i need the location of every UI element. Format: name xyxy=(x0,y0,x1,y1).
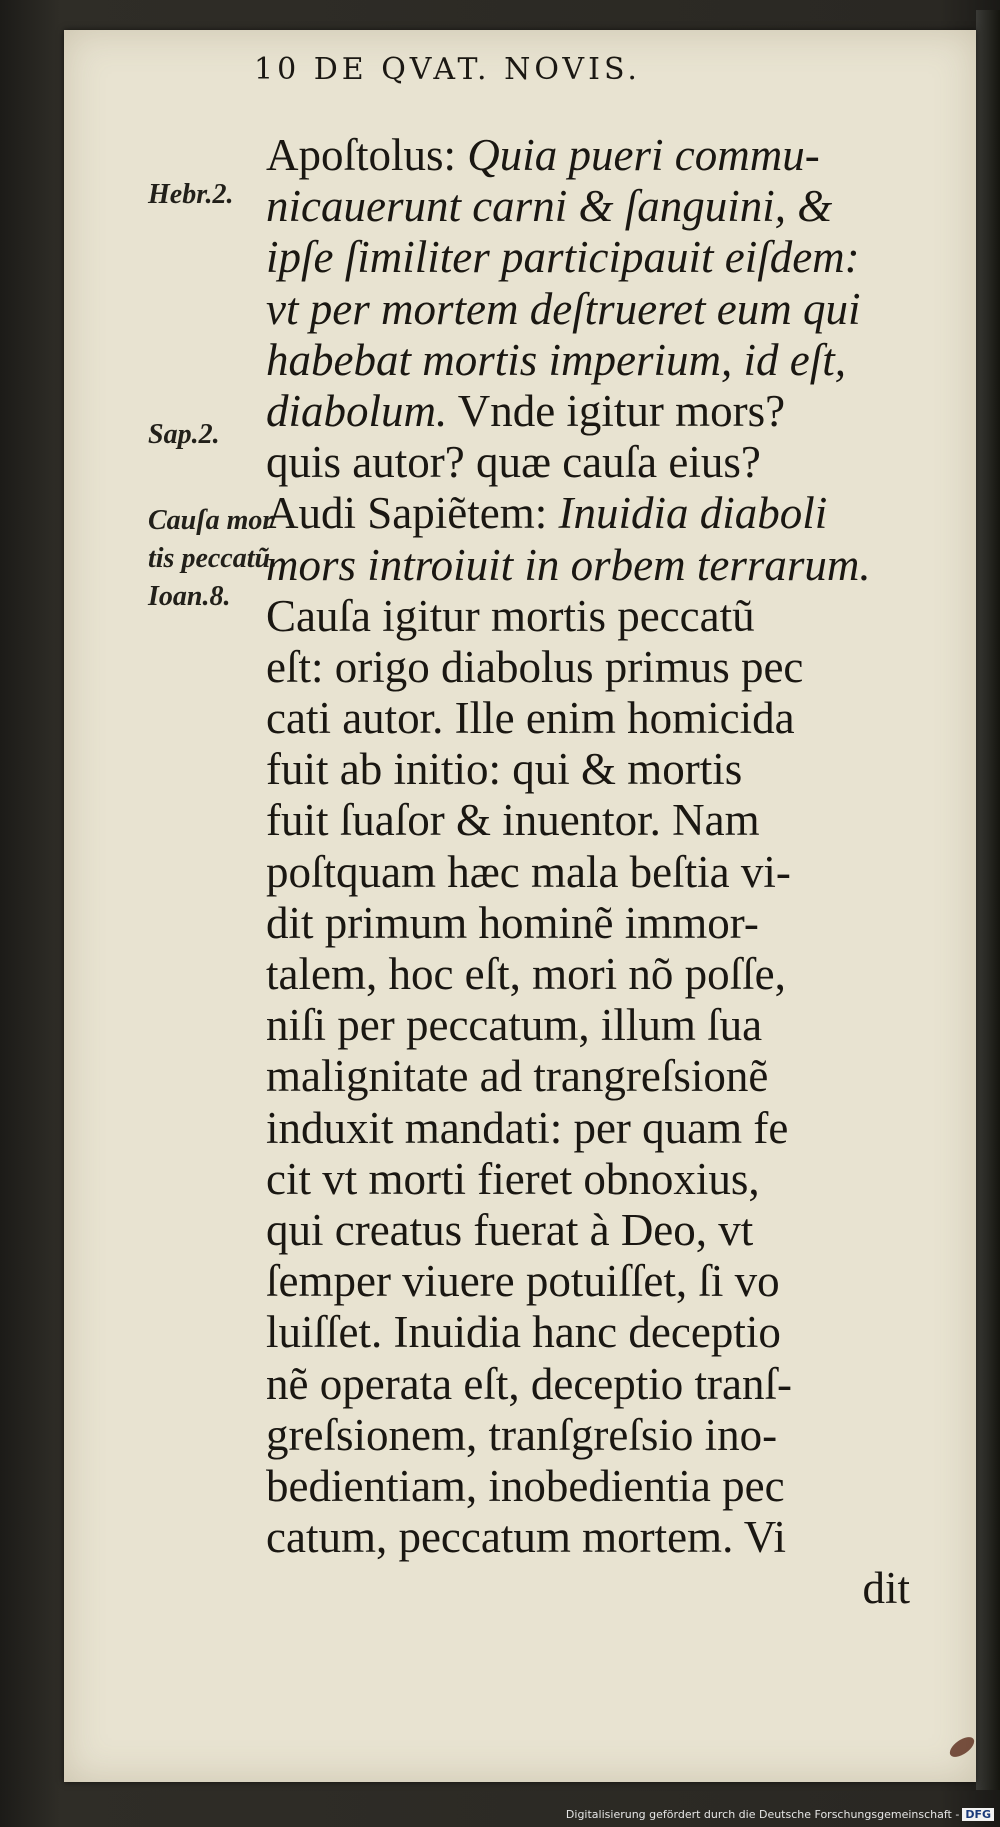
text-line: poſtquam hæc mala beſtia vi- xyxy=(266,846,791,897)
text-line: luiſſet. Inuidia hanc deceptio xyxy=(266,1307,781,1358)
text-line: qui creatus fuerat à Deo, vt xyxy=(266,1204,754,1255)
text-line: greſsionem, tranſgreſsio ino- xyxy=(266,1409,778,1460)
text-line: niſi per peccatum, illum ſua xyxy=(266,1000,763,1051)
marginal-note-causa-line1: Cauſa mor xyxy=(148,505,274,536)
book-edge xyxy=(976,10,1000,1790)
text-line: Cauſa igitur mortis peccatũ xyxy=(266,590,755,641)
text-line: nẽ operata eſt, deceptio tranſ- xyxy=(266,1358,792,1409)
text-line: mors introiuit in orbem terrarum. xyxy=(266,539,871,590)
text-line: malignitate ad trangreſsionẽ xyxy=(266,1051,769,1102)
text-line: induxit mandati: per quam fe xyxy=(266,1102,789,1153)
dfg-logo: DFG xyxy=(962,1808,994,1821)
text-line: quis autor? quæ cauſa eius? xyxy=(266,437,761,488)
text-line: diabolum. Vnde igitur mors? xyxy=(266,385,786,436)
text-line: talem, hoc eſt, mori nõ poſſe, xyxy=(266,949,786,999)
text-line: fuit ab initio: qui & mortis xyxy=(266,744,743,795)
text-line: Apoſtolus: Quia pueri commu- xyxy=(266,130,820,180)
text-line: cit vt morti fieret obnoxius, xyxy=(266,1153,760,1204)
body-text xyxy=(266,130,910,1614)
text-line: vt per mortem deſtrueret eum qui xyxy=(266,283,861,334)
marginal-note-hebr: Hebr.2. xyxy=(148,179,234,210)
text-line: ſemper viuere potuiſſet, ſi vo xyxy=(266,1256,780,1307)
text-line: dit primum hominẽ immor- xyxy=(266,897,759,948)
text-line: habebat mortis imperium, id eſt, xyxy=(266,334,846,385)
text-line: bedientiam, inobedientia pec xyxy=(266,1460,785,1511)
text-line: ipſe ſimiliter participauit eiſdem: xyxy=(266,232,860,283)
digitization-credit: Digitalisierung gefördert durch die Deutsche Forschungsgemeinschaft - DFG xyxy=(566,1808,994,1821)
catchword: dit xyxy=(862,1563,910,1614)
text-line: eſt: origo diabolus primus pec xyxy=(266,641,804,692)
marginal-note-ioan: Ioan.8. xyxy=(148,581,231,612)
marginal-note-sap: Sap.2. xyxy=(148,419,220,450)
text-line: catum, peccatum mortem. Vi xyxy=(266,1512,787,1563)
text-line: fuit ſuaſor & inuentor. Nam xyxy=(266,795,760,846)
text-line: nicauerunt carni & ſanguini, & xyxy=(266,181,833,232)
marginal-note-causa-line2: tis peccatũ. xyxy=(148,543,278,574)
running-head: 10 DE QVAT. NOVIS. xyxy=(254,52,641,87)
text-line: cati autor. Ille enim homicida xyxy=(266,693,795,744)
text-line: Audi Sapiẽtem: Inuidia diaboli xyxy=(266,488,828,539)
